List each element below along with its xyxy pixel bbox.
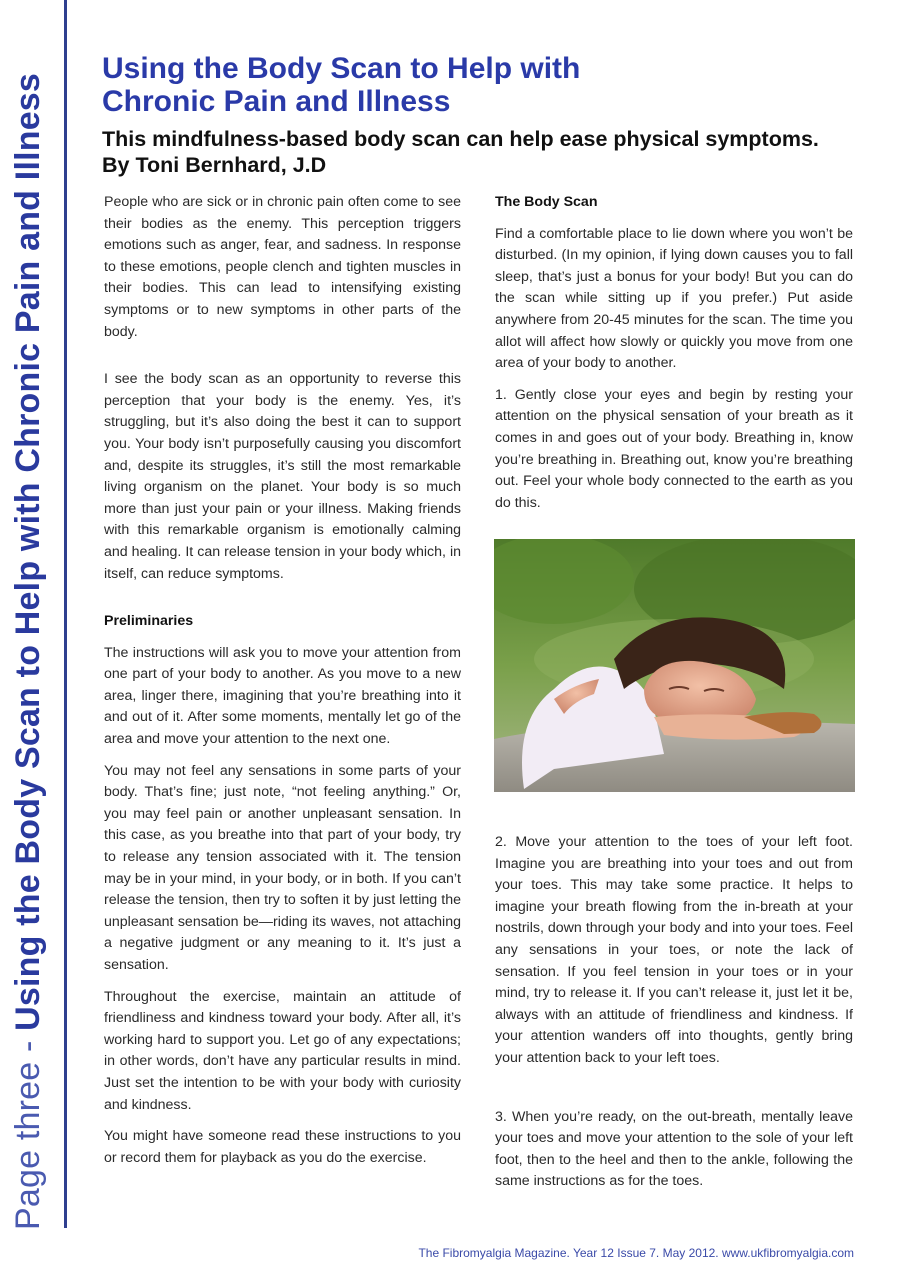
subtitle-line: This mindfulness-based body scan can help ease physical symptoms. [102,127,819,151]
author-byline: By Toni Bernhard, J.D [102,153,327,177]
article-title-line1: Using the Body Scan to Help with [102,52,581,85]
paragraph-intro: People who are sick or in chronic pain often come to see their bodies as the enemy. This perception triggers emotions such as anger, fear, and sadness. In response to these emotions, people clench and tighten muscles in their bodies. This can lead to intensifying existing symptoms or to new symptoms in other parts of the body. [104,194,461,340]
paragraph-sensations: You may not feel any sensations in some parts of your body. That’s fine; just note, “not feeling anything.” Or, you may feel pain or another unpleasant sensation. In this case, as you breathe into that part of your body, try to release any tension associated with it. The tension may be in your mind, in your body, or in both. If you can’t release the tension, then try to soften it by just letting the unpleasant sensation be—riding its waves, not attaching a negative judgment or any meaning to it. It’s just a sensation. [104,762,461,973]
heading-preliminaries: Preliminaries [104,613,194,630]
paragraph-setup: Find a comfortable place to lie down where you won’t be disturbed. (In my opinion, if lying down causes you to fall sleep, that’s just a bonus for your body! But you can do the scan while sitting up if you prefer.) Put aside anywhere from 20-45 minutes for the scan. The time you allot will affect how slowly or quickly you move from one area of your body to another. [495,225,853,372]
photo-illustration [494,539,855,792]
paragraph-opportunity: I see the body scan as an opportunity to reverse this perception that your body is the enemy. Yes, it’s struggling, but it’s also doing the best it can to support you. Your body isn’t purposefully causing you discomfort and, despite its struggles, it’s still the most remarkable living organism on the planet. Your body is so much more than just your pain or your illness. Making friends with this remarkable organism is emotionally calming and healing. It can release tension in your body which, in itself, can reduce symptoms. [104,371,461,582]
paragraph-attitude: Throughout the exercise, maintain an attitude of friendliness and kindness toward your body. After all, it’s working hard to support you. Let go of any expectations; in other words, don’t have any particular results in mind. Just set the intention to be with your body with curiosity and kindness. [104,988,461,1113]
footer-credit: The Fibromyalgia Magazine. Year 12 Issue 7. May 2012. www.ukfibromyalgia.com [418,1246,854,1260]
heading-body-scan: The Body Scan [495,194,598,210]
right-column [495,192,853,514]
paragraph-instructions: The instructions will ask you to move your attention from one part of your body to another. As you move to a new area, linger there, imagining that you’re breathing into it and out of it. After some moments, mentally let go of the area and move your attention to the next one. [104,644,461,748]
left-column [104,192,461,1169]
paragraph-recording: You might have someone read these instructions to you or record them for playback as you do the exercise. [104,1128,461,1166]
article-subtitle [102,126,882,178]
sidebar-page-prefix: Page three - [9,1030,47,1230]
article-title-line2: Chronic Pain and Illness [102,85,451,118]
photo-woman-resting [494,539,855,792]
step-2: 2. Move your attention to the toes of your left foot. Imagine you are breathing into your toes and out from your toes. This may take some practice. It helps to imagine your breath flowing from the in-breath at your nostrils, down through your body and into your toes. Feel any sensations in your toes, or note the lack of sensation. If you feel tension in your toes or in your mind, try to release it. If you can’t release it, just let it be, always with an attitude of friendliness and kindness. If your attention wanders off into thoughts, gently bring your attention back to your left toes. [495,834,853,1066]
sidebar-article-title: Using the Body Scan to Help with Chronic Pain and Illness [9,72,47,1031]
step-1: 1. Gently close your eyes and begin by resting your attention on the physical sensation of your breath as it comes in and goes out of your body. Breathing in, know you’re breathing in. Breathing out, know you’re breathing out. Feel your whole body connected to the earth as you do this. [495,386,853,511]
step-3: 3. When you’re ready, on the out-breath, mentally leave your toes and move your attention to the sole of your left foot, then to the heel and then to the ankle, following the same instructions as for the toes. [495,1108,853,1190]
sidebar-page-label [6,73,50,1230]
sidebar-rule [64,0,67,1228]
right-column-continued [495,832,853,1193]
article-title [102,52,862,118]
